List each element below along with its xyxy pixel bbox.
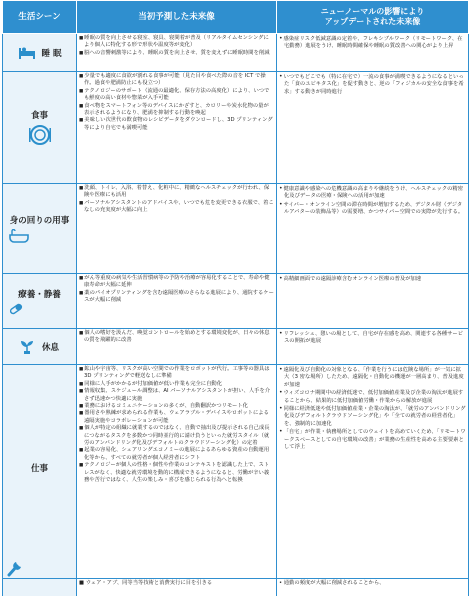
- list-item: ■ テクノロジーが個人の性格・個性や作業のコンテキストを認識した上で、ストレスがなく、快適な就労環境を動的に構成できるようになると、労働が辛い義務や苦行ではなく、人生の楽しみ・喜びを感じられる行為へと転換: [79, 462, 274, 484]
- list-item: ■ パーソナルアシスタントのアドバイスや、いつでも危を変更できる衣服で、着こなしの充実度が大幅に向上: [79, 200, 274, 215]
- bed-icon: [18, 46, 36, 60]
- list-item: • 健康意識や感染への危機意識の高まりや継続をうけ、ヘルスチェックの精密化及びデータの医療・保険への活用が加速: [279, 185, 466, 201]
- partial-text: ■ ウェア・アブ、同等当等技術と消費実行に目を引きる: [79, 580, 213, 586]
- updated-cell: [277, 365, 469, 579]
- list-item: ■ がん等重度の病気や生活習慣病等の予防や治療が容易化することで、寿命や健康寿命が大幅に延伸: [79, 275, 274, 290]
- future-vision-table: [2, 0, 469, 596]
- updated-cell: [277, 274, 469, 329]
- list-item: ■ 薬のパイオプリンティングを含む遠隔医療のさらなる進展により、通院するケースが大幅に削減: [79, 290, 274, 305]
- list-item: ■ 個人が特定の組織に就業するのではなく、自動で抽出及び提示される自己成長につながるタスクを多数かつ同時並行的に請け負うといった就労スタイル（就労のアンバンドリング化及びデフォルトのクラウドソーシング化）の定着: [79, 425, 274, 447]
- bathtub-icon: [9, 229, 29, 243]
- scene-cell: [3, 72, 77, 184]
- scene-cell: [3, 184, 77, 274]
- header-row: [3, 1, 469, 34]
- list-item: ■ 食べ物をスマートフォン等のデバイスにかざすと、カロリーや炭水化物の量が表示されるようになり、肥満を抑制する行動を喚起: [79, 103, 274, 118]
- list-item: • 同様に経済低迷や低付加価値産業・企業の淘汰が、「就労のアンバンドリング化及びデフォルトクラウドソーシング化」や「全ての就労者の経営者化」を、強制的に加速化: [279, 405, 466, 428]
- original-cell: [77, 34, 277, 72]
- original-cell: [77, 274, 277, 329]
- scene-cell: [3, 579, 77, 596]
- updated-cell: [277, 72, 469, 184]
- original-cell: [77, 329, 277, 365]
- list-item: ■ 起業の容易化、シェアリングエコノミーの進展によるあらゆる資産の自動運用化等から、すべての就労者が個人経営者にシフト: [79, 447, 274, 462]
- pill-icon: [9, 303, 23, 315]
- plate-icon: [29, 124, 51, 146]
- table-row: [3, 184, 469, 274]
- list-item: • いつでもどこでも（特に在宅で）一流の食事が満喫できるようになるといった「食のユビキタス化」を促す動きと、逆の「フィジカルの安全な食事を希求」する動きが同時進行: [279, 73, 466, 96]
- list-item: ■ 美味しい次世代の飲食物のレシピデータをダウンロードし、3D プリンティング等により自宅でも満喫可能: [79, 117, 274, 132]
- original-cell: [77, 579, 277, 596]
- wrench-icon: [7, 559, 23, 577]
- list-item: • ウィズコロナ期間中の経済低迷で、低付加価値産業及び企業の淘汰が進展することから、結果的に低付加価値労働・作業からの解放が進展: [279, 389, 466, 405]
- list-item: ■ 睡眠の質を向上させる寝室、寝具、寝間着が普及（リアルタイムセンシングにより個人に特化する形で形状や温度等が変化）: [79, 35, 274, 50]
- scene-label: 睡 眠: [41, 48, 62, 59]
- table-row: [3, 365, 469, 579]
- list-item: • 高精細画面での遠隔診療含むオンライン医療の普及が加速: [279, 275, 466, 283]
- header-life-scene: 生活シーン: [3, 1, 77, 34]
- scene-label: 休息: [41, 342, 59, 353]
- scene-cell: [3, 34, 77, 72]
- list-item: ■ テクノロジーのサポート（流通の最適化、保存方法の高度化）により、いつでも鮮度の高い食材や惣菜が入手可能: [79, 88, 274, 103]
- list-item: • サイバー・オンライン空間の滞在時間が増加するため、デジタル財（デジタルアバターの装飾品等）の需要増、かつサイバー空間での実際が先行する。: [279, 201, 466, 217]
- list-item: ■ 業務におけるコミュニケーションの多くが、自動翻訳かつリモート化: [79, 403, 274, 410]
- list-item: • 「自宅」が作業・執務場所としてのウェイトを高めていくため、「リモートワークスペースとしての自宅環境の改善」が業務の生産性を高める主要要素として浮上: [279, 428, 466, 451]
- scene-label: 身の回りの用事: [9, 216, 70, 226]
- list-item: ■ 少量でも適度に食欲が割れる食事が可能（見た目や食べた際の音を ICT で操作。過食や肥満防止にも役立つ）: [79, 73, 274, 88]
- table-row: [3, 72, 469, 184]
- table-row: [3, 34, 469, 72]
- updated-cell: [277, 34, 469, 72]
- updated-cell: [277, 579, 469, 596]
- list-item: ■ 鉱山や宇宙等、リスクが高い空間での作業をロボットが代行。工事等の器具は 3D プリンティングで軽送なしに準備: [79, 366, 274, 381]
- table-row: [3, 274, 469, 329]
- list-item: • 感染症リスク低減意識の定着や、フレキシブルワーク（リモートワーク、在宅勤務）進展をうけ、睡眠時間確保や睡眠の質改善への関心がより上昇: [279, 35, 466, 51]
- scene-label: 食事: [30, 111, 48, 121]
- original-cell: [77, 184, 277, 274]
- updated-cell: [277, 184, 469, 274]
- list-item: ■ 脳への音響刺激等により、睡眠の質を向上させ、質を変えずに睡眠時間を削減: [79, 50, 274, 57]
- plant-icon: [20, 340, 34, 354]
- original-cell: [77, 365, 277, 579]
- scene-label: 療養・静養: [18, 289, 61, 300]
- header-updated-vision-text: ニューノーマルの影響により アップデートされた未来像: [320, 7, 425, 26]
- scene-cell: [3, 274, 77, 329]
- list-item: ■ 個人の嗜好を汲んだ、喚覚コントロールを始めとする環境変化が、日々の休息の質を飛躍的に改善: [79, 330, 274, 345]
- table-row: [3, 329, 469, 365]
- header-original-vision: 当初予測した未来像: [77, 1, 277, 34]
- updated-cell: [277, 329, 469, 365]
- list-item: ■ 洗顔、トイレ、入浴、着替え、化粧中に、精緻なヘルスチェックが行われ、保険や医療にも活用: [79, 185, 274, 200]
- header-updated-vision: [277, 1, 469, 34]
- list-item: ■ 情報収集、スケジュール調整は、AI パーソナルアシスタントが担い、人手を介さず迅速かつ快適に実施: [79, 388, 274, 403]
- original-cell: [77, 72, 277, 184]
- scene-label: 仕事: [30, 463, 48, 474]
- list-item: • 遠隔化及び自動化の対象となる、「作業を行うには危険な場所」が一気に拡大（3 密な場所）したため、遠隔化・自動化の機運が一層高まり、普及進度が加速: [279, 366, 466, 389]
- list-item: ■ 器用さや熟練が求められる作業も、ウェアラブル・デバイスやロボットによる遠隔実施やコラボレーションが可能: [79, 410, 274, 425]
- table-row-partial: [3, 579, 469, 596]
- partial-text: • 通勤の頻度が大幅に削減されることから、: [279, 580, 385, 586]
- list-item: ■ 同様に人手がかかるが付加価値が低い作業も完全に自動化: [79, 381, 274, 388]
- scene-cell: [3, 329, 77, 365]
- scene-cell: [3, 365, 77, 579]
- list-item: • リフレッシュ、憩いの場として、自宅が存在感を高め、関連する各種サービスの開拓が進展: [279, 330, 466, 346]
